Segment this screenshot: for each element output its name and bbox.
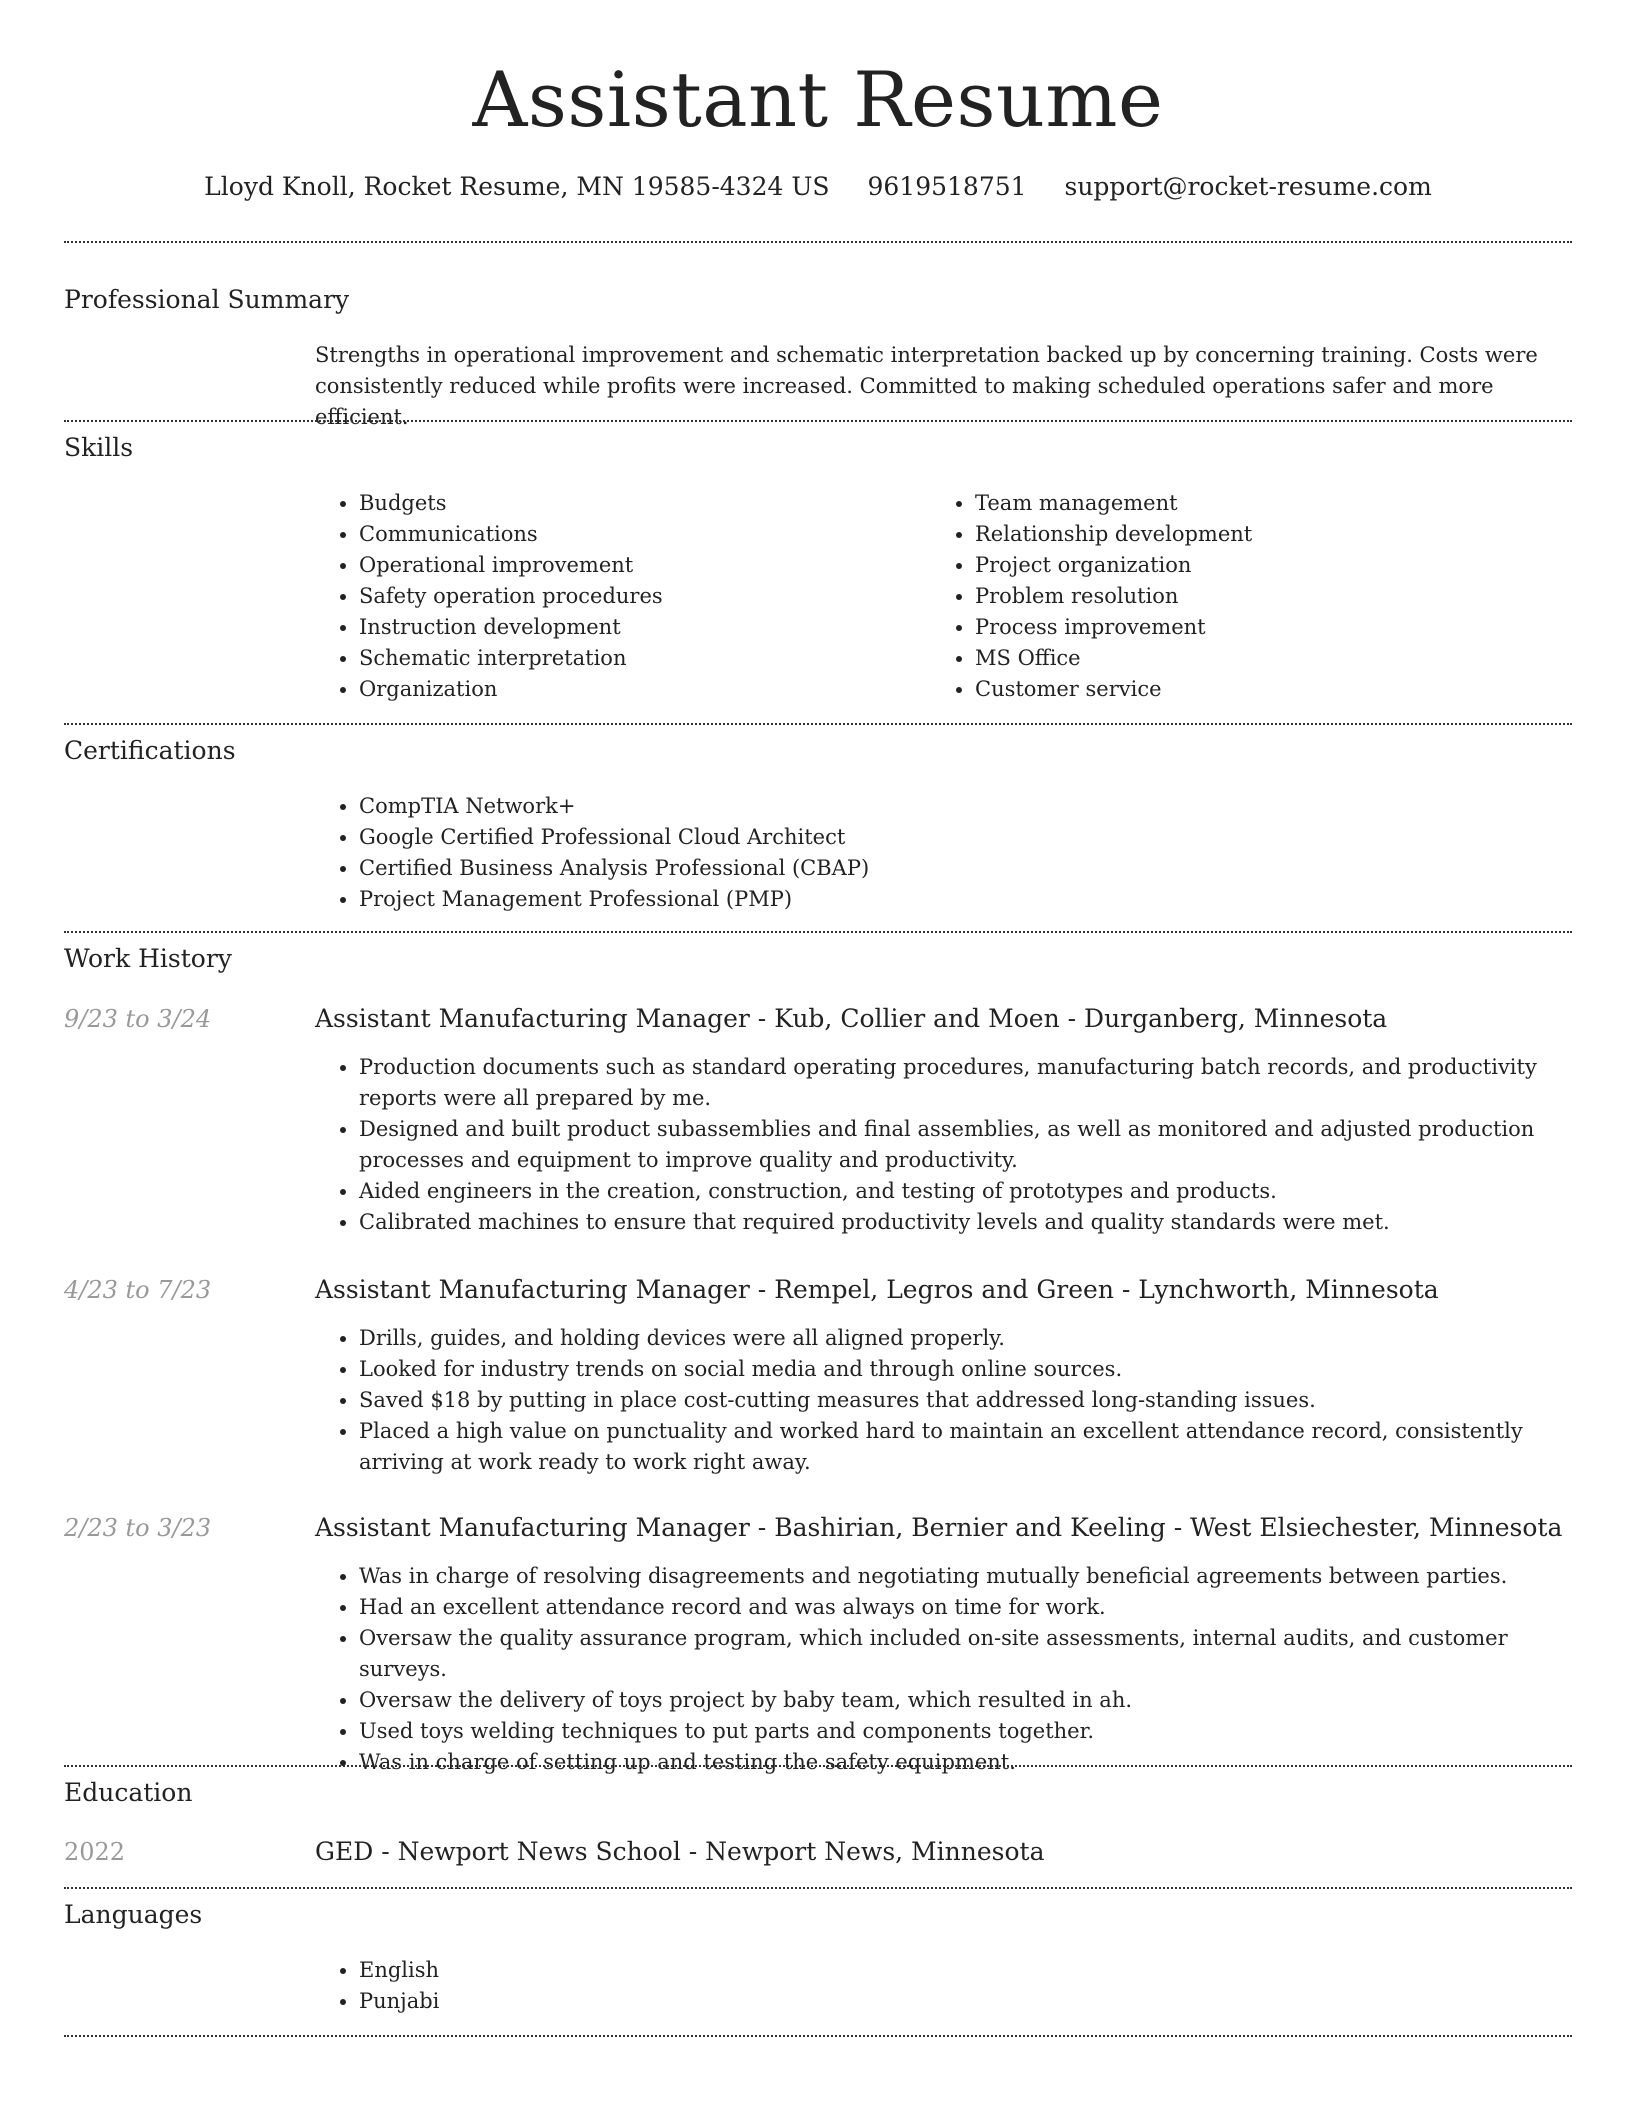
list-item: • Team management [975, 488, 1252, 519]
list-item: • Had an excellent attendance record and was always on time for work. [359, 1592, 1572, 1623]
section-title-work-history: Work History [64, 944, 232, 973]
list-item: • Problem resolution [975, 581, 1252, 612]
job-title: Assistant Manufacturing Manager - Bashirian, Bernier and Keeling - West Elsiechester, Minnesota [315, 1513, 1563, 1542]
list-item: • CompTIA Network+ [359, 791, 869, 822]
contact-address: Lloyd Knoll, Rocket Resume, MN 19585-4324 US [204, 172, 830, 201]
list-item: • Looked for industry trends on social media and through online sources. [359, 1354, 1572, 1385]
education-date: 2022 [64, 1838, 126, 1866]
contact-line [64, 170, 1572, 204]
list-item: • MS Office [975, 643, 1252, 674]
skills-list-left [315, 488, 663, 705]
list-item: • Budgets [359, 488, 663, 519]
section-title-education: Education [64, 1778, 193, 1807]
list-item: • Was in charge of setting up and testing the safety equipment. [359, 1747, 1572, 1778]
list-item: • Production documents such as standard operating procedures, manufacturing batch records, and productivity reports were all prepared by me. [359, 1052, 1572, 1114]
divider [64, 723, 1572, 725]
list-item: • Oversaw the delivery of toys project by baby team, which resulted in ah. [359, 1685, 1572, 1716]
list-item: • Relationship development [975, 519, 1252, 550]
education-entry: GED - Newport News School - Newport News, Minnesota [315, 1837, 1045, 1866]
list-item: • Used toys welding techniques to put parts and components together. [359, 1716, 1572, 1747]
section-title-certifications: Certifications [64, 736, 236, 765]
list-item: • Process improvement [975, 612, 1252, 643]
languages-list [315, 1955, 439, 2017]
divider [64, 1765, 1572, 1767]
contact-phone: 9619518751 [867, 172, 1027, 201]
job-date: 9/23 to 3/24 [64, 1005, 212, 1033]
list-item: • Operational improvement [359, 550, 663, 581]
list-item: • Aided engineers in the creation, construction, and testing of prototypes and products. [359, 1176, 1572, 1207]
job-bullets [315, 1052, 1572, 1238]
list-item: • Safety operation procedures [359, 581, 663, 612]
section-title-languages: Languages [64, 1900, 203, 1929]
job-title: Assistant Manufacturing Manager - Kub, Collier and Moen - Durganberg, Minnesota [315, 1004, 1388, 1033]
list-item: • Saved $18 by putting in place cost-cutting measures that addressed long-standing issues. [359, 1385, 1572, 1416]
certifications-list [315, 791, 869, 915]
contact-email: support@rocket-resume.com [1064, 172, 1432, 201]
job-bullets [315, 1561, 1572, 1778]
list-item: • Communications [359, 519, 663, 550]
job-bullets [315, 1323, 1572, 1478]
list-item: • Organization [359, 674, 663, 705]
list-item: • Certified Business Analysis Professional (CBAP) [359, 853, 869, 884]
divider [64, 241, 1572, 243]
list-item: • Project Management Professional (PMP) [359, 884, 869, 915]
list-item: • Calibrated machines to ensure that required productivity levels and quality standards were met. [359, 1207, 1572, 1238]
job-title: Assistant Manufacturing Manager - Rempel, Legros and Green - Lynchworth, Minnesota [315, 1275, 1439, 1304]
list-item: • Project organization [975, 550, 1252, 581]
job-date: 4/23 to 7/23 [64, 1276, 212, 1304]
job-date: 2/23 to 3/23 [64, 1514, 212, 1542]
divider [64, 2035, 1572, 2037]
list-item: • Was in charge of resolving disagreements and negotiating mutually beneficial agreements between parties. [359, 1561, 1572, 1592]
list-item: • Schematic interpretation [359, 643, 663, 674]
list-item: • Customer service [975, 674, 1252, 705]
divider [64, 931, 1572, 933]
list-item: • Instruction development [359, 612, 663, 643]
list-item: • Drills, guides, and holding devices were all aligned properly. [359, 1323, 1572, 1354]
list-item: • Placed a high value on punctuality and worked hard to maintain an excellent attendance record, consistently arriving at work ready to work right away. [359, 1416, 1572, 1478]
summary-text: Strengths in operational improvement and schematic interpretation backed up by concerning training. Costs were consistently reduced while profits were increased. Committed to making scheduled operations safer and more efficient. [315, 343, 1538, 429]
skills-list-right [931, 488, 1252, 705]
resume-title: Assistant Resume [472, 55, 1164, 144]
list-item: • Google Certified Professional Cloud Architect [359, 822, 869, 853]
section-title-skills: Skills [64, 433, 134, 462]
divider [64, 420, 1572, 422]
list-item: • Oversaw the quality assurance program, which included on-site assessments, internal audits, and customer surveys. [359, 1623, 1572, 1685]
list-item: • English [359, 1955, 439, 1986]
section-title-summary: Professional Summary [64, 285, 350, 314]
list-item: • Punjabi [359, 1986, 439, 2017]
divider [64, 1887, 1572, 1889]
list-item: • Designed and built product subassemblies and final assemblies, as well as monitored and adjusted production processes and equipment to improve quality and productivity. [359, 1114, 1572, 1176]
